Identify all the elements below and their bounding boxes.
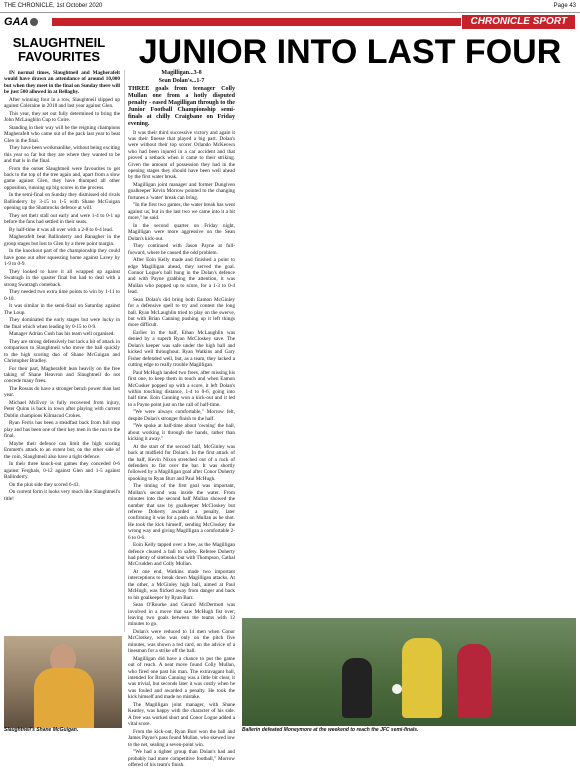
article-paragraph: In the second quarter on Friday night, Magilligan were more aggressive on the Sean Dolan's kick-out.	[128, 222, 235, 242]
sidebar-paragraph: This year, they set out fully determined to bring the John McLaughlin Cup to Coire.	[4, 110, 120, 124]
player-figure	[402, 638, 442, 718]
article-paragraph: It was their third successive victory and again it was their finesse that played a big part. Dolan's were without their top scorer Orlando McKeown who had been injured in a car accident and that proved a setback when it came to their striking. Given the amount of possession they had in the opening stages they should have been well ahead by the first water break.	[128, 129, 235, 181]
article-paragraph: "We were always comfortable," Morrow felt, despite Dolan's stronger finish to the half.	[128, 409, 235, 422]
article-lead: THREE goals from teenager Colly Mullan one from a hotly disputed penalty - eased Magilligan through to the Junior Football Championship semi-finals at chilly Craigbane on Friday evening.	[128, 86, 235, 128]
player-figure	[457, 644, 491, 718]
gaa-logo: GAA	[4, 16, 52, 29]
sidebar-paragraph: It was similar in the semi-final on Saturday against The Loup.	[4, 303, 120, 316]
sidebar-paragraph: Manager Adrian Cush has his team well organised.	[9, 331, 115, 338]
article-paragraph: Magilligan did have a chance to put the game out of reach. A neat move found Colly Mullan, who fired one past his man. The extravagant ball, intended for Brian Canning was a little bit clear, it was trivial, but seconds later it was costly when he was fouled and awarded a penalty. He took the kick himself and made no mistake.	[128, 655, 235, 701]
sidebar-paragraph: In the semi-final on Sunday they dismissed old rivals Ballinderry by 3-15 to 1-5 with Shane McGuigan opening up the Shamrocks defence at will.	[4, 192, 120, 212]
sidebar-paragraph: After winning four in a row, Slaughtneil slipped up against Coleraine in 2018 and last year against Glen.	[4, 96, 120, 110]
sidebar-paragraph: In the knockout part of the championship they could have gone out after squeezing home against Lavey by 1-9 to 0-9.	[4, 248, 120, 268]
article-paragraph: Paul McHugh landed two frees, after missing his first one, to keep them in touch and when Eamon McCusker popped up with a score, it left Dolan's within touching distance, 1-4 to 0-6, going into half time. Eoin Canning won a kick-out and it led to a Payne point just on the call of half-time.	[128, 369, 235, 408]
score-line-home: Magilligan...3-8	[161, 70, 202, 76]
sidebar-paragraph: Magherafelt beat Ballinderry and Banagher in the group stages but lost to Glen by a three point margin.	[4, 234, 120, 247]
article-paragraph: After Eoin Kelly made and finished a point to edge Magilligan ahead, they served the goal. Connor Logue's ball hung in the Dolan's defence and with Payne grabbing the attention, it was Mullan who popped up to score, for a 1-3 to 0-4 lead.	[128, 257, 235, 296]
chronicle-sport-logo: CHRONICLE SPORT	[461, 14, 576, 30]
article-paragraph: From the kick-out, Ryan Burr won the ball and James Payne's pass found Mullan, who skewed low to the net, sealing a seven-point win.	[128, 728, 235, 748]
page-headline: JUNIOR INTO LAST FOUR	[138, 33, 562, 71]
sidebar-paragraph: Maybe their defence can limit the high scoring Emmett's attack to an extent but, on the other side of the coin, Slaughtneil also have a tight defence.	[4, 440, 120, 460]
sidebar-paragraph: On the plus side they scored 6-43.	[9, 481, 80, 488]
match-action-photo	[242, 618, 576, 726]
football-icon	[30, 18, 38, 26]
page-header	[0, 0, 580, 13]
article-paragraph: The timing of the first goal was important, Mullan's second was inside the water. From minutes into the second half Mullan showed the number that saw by goalkeeper McCloskey but referee Doherty awarded a penalty, later confirming it was for a push on Mullan as he shot. He took the kick himself, sending McCloskey the wrong way and giving Magilligan a comfortable 2-6 to 0-6.	[128, 483, 235, 541]
player-figure	[342, 658, 372, 718]
article-paragraph: Eoin Kelly tapped over a free, as the Magilligan defence cleared a ball to safety. Referee Doherty had plenty of sitebooks but with Thompson, Cathal McCrudden and Colly Mullan.	[128, 542, 235, 568]
article-paragraph: "We spoke at half-time about 'owning' the ball, about working it through the hands, rather than kicking it away."	[128, 423, 235, 443]
sidebar-paragraph: They needed two extra time points to win by 1-11 to 0-10.	[4, 289, 120, 302]
article-paragraph: The Magilligan joint manager, with Shane Keatley, was happy with the character of his side. A free was worked short and Conor Logue added a vital score.	[128, 701, 235, 728]
sidebar-paragraph: Ryan Ferris has been a steadfast back from full stop play and has been one of their key men in the run to the final.	[4, 420, 120, 440]
article-paragraph: Sean O'Rourke and Gerard McDermott was involved in a move that saw McHugh fist over, leaving two goals between the teams with 12 minutes to go.	[128, 602, 235, 628]
sidebar-paragraph: They looked to have it all wrapped up against Swatragh in the quarter final but had to deal with a strong Swatragh comeback.	[4, 268, 120, 288]
sidebar-paragraph: By half-time it was all over with a 2-8 to 0-4 lead.	[9, 226, 114, 233]
sidebar-title: SLAUGHTNEIL FAVOURITES	[12, 35, 106, 64]
sidebar-paragraph: From the outset Slaughtneil were favourites to get back to the top of the tree again and, apart from a slow game against Glen, they have thumped all other opposition, running up big scores in the process.	[4, 165, 120, 191]
article-paragraph: At one end, Watkins made two important interceptions to break down Magilligan attacks. At the other, a McGinley high ball, aimed at Paul McHugh, was flicked away from danger and back to his goalkeeper by Ryan Barr.	[128, 569, 235, 601]
article-paragraph: "We had a tighter group than Dolan's had and probably had more competitive football," Morrow offered of his team's finish.	[128, 749, 235, 768]
player-jersey	[34, 668, 94, 728]
photo-caption: Slaughtneil's Shane McGuigan.	[4, 727, 79, 733]
article-paragraph: They continued with Jason Payne at full-forward, where he caused the odd problem.	[128, 243, 235, 256]
publication-date: THE CHRONICLE, 1st October 2020	[4, 3, 103, 9]
sidebar-paragraph: In their three knock-out games they conceded 0-6 against Ferghals, 0-12 against Glen and 1-5 against Ballinderry.	[4, 461, 120, 481]
football-icon	[392, 684, 402, 694]
article-paragraph: At the start of the second half, McGinley was back at midfield for Dolan's. In the first attack of the half, Kevin Nixon stretched out of a ruck of defenders to fist over the bar. It was shortly followed by a Magilligan goal after Conor Doherty spooking to Ryan Burr and Paul McHugh.	[128, 443, 235, 482]
score-line-away: Sean Dolan's...1-7	[158, 78, 205, 85]
sidebar-paragraph: IN normal times, Slaughtneil and Magherafelt would have drawn an attendance of around 10,000 but when they meet in the final on Sunday there will be just 500 allowed in at Bellaghy.	[4, 70, 120, 96]
article-paragraph: Dolan's were reduced to 14 men when Conor McCloskey, who was only on the pitch five minutes, was shown a red card, on the advice of a linesman for a strike off the ball.	[128, 629, 235, 655]
column-divider	[124, 70, 125, 632]
main-article	[128, 70, 235, 768]
sidebar-paragraph: The Rossas do have a stronger bench power than last year.	[4, 386, 120, 399]
sidebar-paragraph: Standing in their way will be the reigning champions Magherafelt who came out of the pack last year to beat Glen in the final.	[4, 124, 120, 144]
sidebar-paragraph: They set their stall out early and were 1-4 to 0-1 up before the fans had settled in their seats.	[4, 212, 120, 226]
sidebar-paragraph: On current form it looks very much like Slaughtneil's title!	[4, 489, 120, 502]
article-paragraph: Magilligan joint manager and former Dungiven goalkeeper Kevin Morrow pointed to the changing fortunes a 'water' break can bring.	[128, 182, 235, 201]
article-paragraph: Earlier in the half, Ethan McLaughlin was denied by a superb Ryan McCloskey save. The Dolan's keeper was safe under the high ball and kicked well throughout. Ryan Watkins and Gary Fisher defended well, but, as a team, they lacked a cutting edge to really trouble Magilligan.	[128, 330, 235, 369]
photo-caption: Ballerin defeated Moneymore at the weekend to reach the JFC semi-finals.	[242, 727, 419, 733]
sidebar-paragraph: They are strong defensively but lack a bit of attack in comparison to Slaughtneil who move the ball quickly to the high scoring duo of Shane McGuigan and Christopher Bradley.	[4, 338, 120, 365]
article-paragraph: "In the first two games, the water break has went against us, but in the last two we came into it a bit more," he said.	[128, 202, 235, 222]
sidebar-paragraph: They dominated the early stages but were lucky in the final which when leading by 0-15 to 0-9.	[4, 317, 120, 330]
sidebar-article	[4, 70, 120, 636]
page-number: Page 43	[553, 3, 576, 9]
sidebar-paragraph: They have been workmanlike, without being exciting this year so far but they are where they wanted to be and that is in the final.	[4, 145, 120, 165]
shane-mcguigan-photo	[4, 636, 122, 728]
sidebar-paragraph: For their part, Magherafelt lean heavily on the free taking of Shane Heavron and Slaughtneil do not concede many frees.	[4, 365, 120, 385]
article-paragraph: Sean Dolan's did bring both Eamon McGinley for a defensive spell to try and contest the long ball. Ryan McLaughlin tried to play on the swerve, but with Brian Canning pushing up it left things more difficult.	[128, 296, 235, 329]
sidebar-paragraph: Michael McEvoy is fully recovered from injury, Peter Quinn is back in town after playing with current Dublin champions Kilmacud Crokes.	[4, 400, 120, 419]
